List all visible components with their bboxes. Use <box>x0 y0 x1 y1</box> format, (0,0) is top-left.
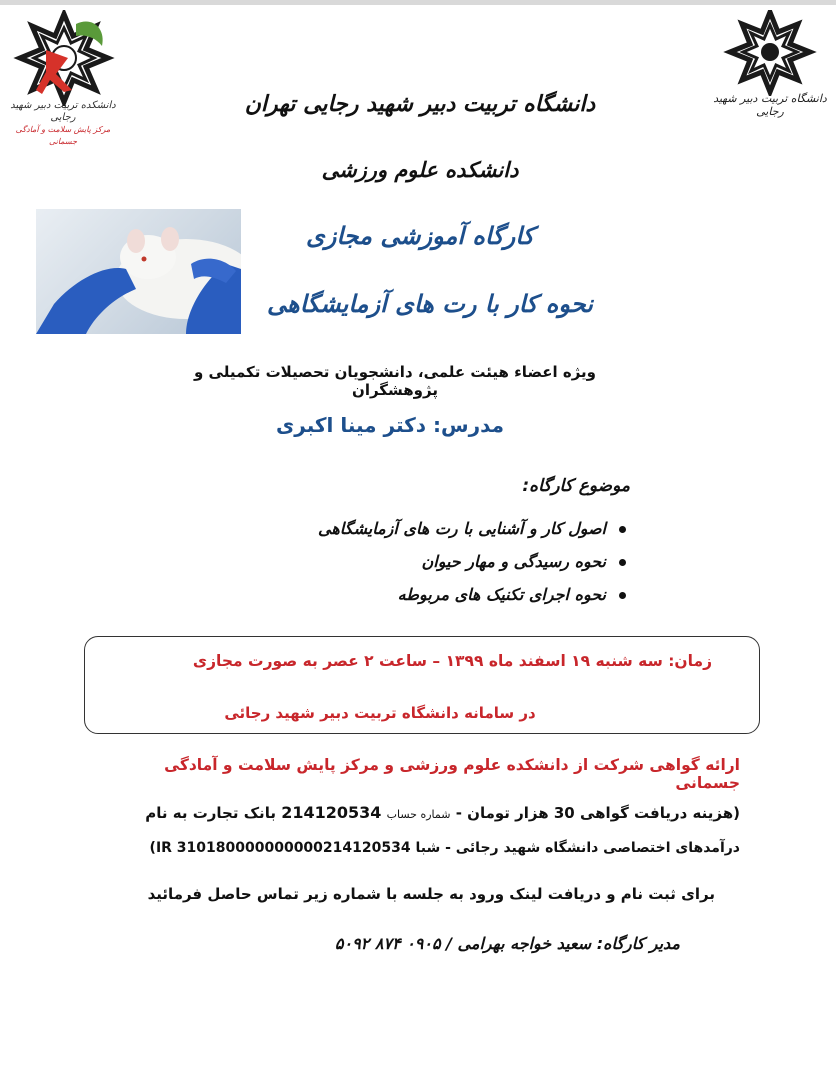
lab-rat-photo <box>36 209 241 334</box>
faculty-logo-subname: مرکز پایش سلامت و آمادگی جسمانی <box>15 125 111 146</box>
audience-text: ویژه اعضاء هیئت علمی، دانشجویان تحصیلات تکمیلی و پژوهشگران <box>194 363 596 399</box>
list-item: نحوه رسیدگی و مهار حیوان <box>240 549 628 582</box>
workshop-subtitle: نحوه کار با رت های آزمایشگاهی <box>267 290 593 318</box>
registration-note: برای ثبت نام و دریافت لینک ورود به جلسه با شماره زیر تماس حاصل فرمائید <box>147 885 715 903</box>
list-item: اصول کار و آشنایی با رت های آزمایشگاهی <box>240 516 628 549</box>
workshop-title: کارگاه آموزشی مجازی <box>305 222 534 250</box>
bank-name: بانک تجارت به نام <box>145 804 276 822</box>
fee-amount: (هزینه دریافت گواهی 30 هزار تومان - <box>455 804 740 822</box>
university-emblem-icon <box>708 10 832 96</box>
certificate-note: ارائه گواهی شرکت از دانشکده علوم ورزشی و مرکز پایش سلامت و آمادگی جسمانی <box>164 756 740 792</box>
faculty-logo-name: دانشکده تربیت دبیر شهید رجایی <box>10 100 116 123</box>
university-emblem-icon <box>6 10 122 106</box>
account-label: شماره حساب <box>386 808 451 821</box>
faculty-logo-caption <box>10 100 116 148</box>
top-border <box>0 0 836 5</box>
topic-list <box>240 516 628 615</box>
university-logo-caption: دانشگاه تربیت دبیر شهید رجایی <box>713 92 827 118</box>
schedule-platform: در سامانه دانشگاه تربیت دبیر شهید رجائی <box>224 704 536 722</box>
list-item: نحوه اجرای تکنیک های مربوطه <box>240 582 628 615</box>
topic-heading: موضوع کارگاه: <box>522 476 630 496</box>
fee-line-2: درآمدهای اختصاصی دانشگاه شهید رجائی - شبا IR 310180000000000214120534) <box>149 840 740 856</box>
fee-line-1 <box>100 803 740 822</box>
account-number: 214120534 <box>281 803 382 822</box>
schedule-time: زمان: سه شنبه ۱۹ اسفند ماه ۱۳۹۹ – ساعت ۲ عصر به صورت مجازی <box>192 652 712 670</box>
instructor-name: مدرس: دکتر مینا اکبری <box>275 413 505 437</box>
faculty-name: دانشکده علوم ورزشی <box>321 158 519 182</box>
workshop-manager: مدیر کارگاه: سعید خواجه بهرامی / ۰۹۰۵ ۸۷۴ ۵۰۹۲ <box>334 934 680 953</box>
university-name: دانشگاه تربیت دبیر شهید رجایی تهران <box>244 92 596 117</box>
